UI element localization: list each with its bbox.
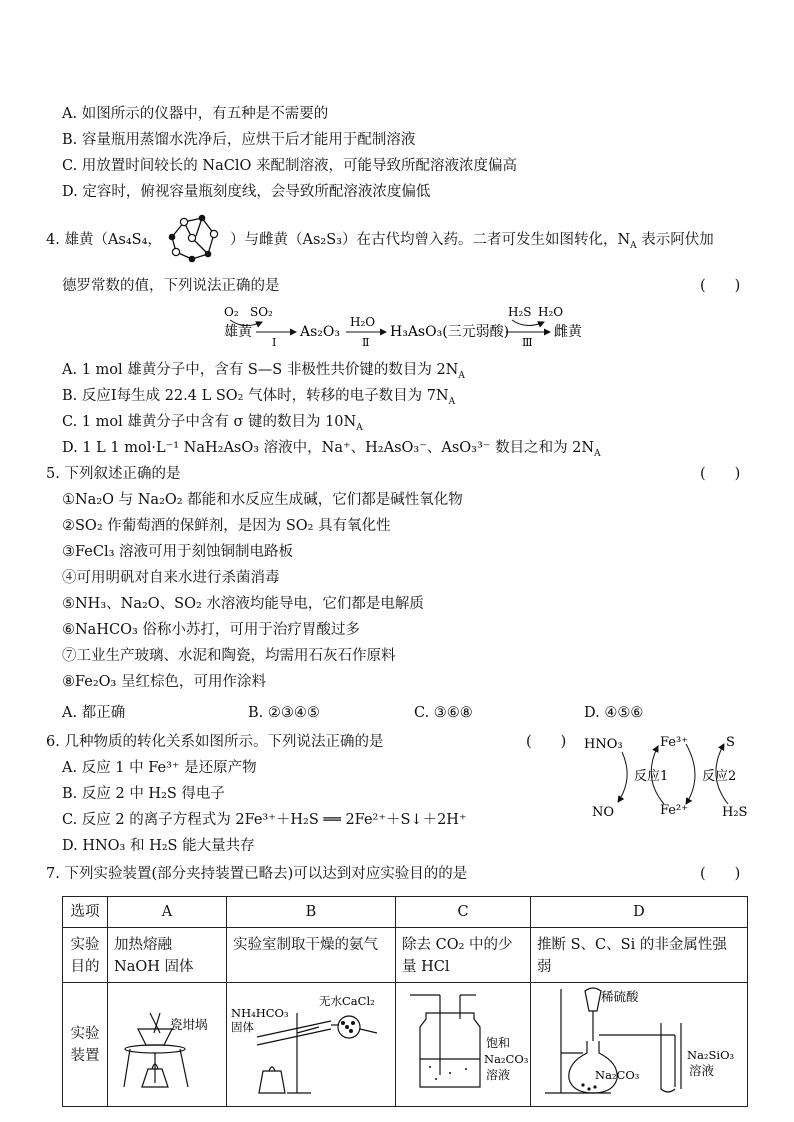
q6-stem: 6. 几种物质的转化关系如图所示。下列说法正确的是 bbox=[46, 734, 384, 750]
q4-stem-part2 bbox=[230, 230, 714, 256]
table-purpose-row bbox=[63, 928, 748, 983]
scheme-r2-label: Ⅱ bbox=[362, 336, 370, 349]
cycle-no: NO bbox=[592, 805, 615, 820]
q5-choice-c: C. ③⑥⑧ bbox=[414, 705, 473, 721]
cycle-h2s: H₂S bbox=[722, 805, 748, 820]
purpose-label: 实验目的 bbox=[63, 928, 108, 983]
q4-stem-tail: 表示阿伏加 bbox=[636, 232, 714, 248]
header-a: A bbox=[108, 897, 227, 928]
q5-item-1: ①Na₂O 与 Na₂O₂ 都能和水反应生成碱，它们都是碱性氧化物 bbox=[62, 492, 463, 508]
cycle-arrow-fe3-fe2 bbox=[686, 744, 695, 804]
device-label: 实验装置 bbox=[63, 983, 108, 1107]
q3-option-d: D. 定容时，俯视容量瓶刻度线，会导致所配溶液浓度偏低 bbox=[62, 184, 431, 200]
table-header-row bbox=[63, 897, 748, 928]
header-d: D bbox=[531, 897, 748, 928]
q4-stem-subscript: A bbox=[630, 240, 637, 251]
realgar-molecule-structure bbox=[162, 210, 224, 266]
purpose-a: 加热熔融 NaOH 固体 bbox=[108, 928, 227, 983]
q6-answer-paren: ( ) bbox=[526, 734, 567, 750]
cycle-fe2: Fe²⁺ bbox=[660, 803, 689, 818]
header-c: C bbox=[396, 897, 531, 928]
q5-choice-a: A. 都正确 bbox=[62, 705, 126, 721]
label-solid: 固体 bbox=[231, 1020, 254, 1034]
scheme-end: 雌黄 bbox=[554, 324, 582, 340]
scheme-r1-label: Ⅰ bbox=[272, 336, 277, 349]
q4-option-d: D. 1 L 1 mol·L⁻¹ NaH₂AsO₃ 溶液中，Na⁺、H₂AsO₃⁻、AsO₃³⁻ 数目之和为 $2N_A$ bbox=[62, 440, 601, 459]
cycle-s: S bbox=[726, 735, 735, 750]
q5-item-3: ③FeCl₃ 溶液可用于刻蚀铜制电路板 bbox=[62, 544, 294, 560]
q5-item-8: ⑧Fe₂O₃ 呈红棕色，可用作涂料 bbox=[62, 674, 266, 690]
q3-option-a: A. 如图所示的仪器中，有五种是不需要的 bbox=[62, 106, 329, 122]
cycle-arrow-hno3-no bbox=[618, 752, 627, 802]
q3-option-c: C. 用放置时间较长的 NaClO 来配制溶液，可能导致所配溶液浓度偏高 bbox=[62, 158, 517, 174]
q5-choice-d: D. ④⑤⑥ bbox=[584, 705, 644, 721]
scheme-r3-label: Ⅲ bbox=[522, 336, 533, 349]
ammonia-prep-apparatus bbox=[227, 983, 395, 1099]
q4-reaction-scheme bbox=[220, 300, 600, 350]
label-na2co3: Na₂CO₃ bbox=[484, 1052, 529, 1066]
label-saturated: 饱和 bbox=[486, 1036, 511, 1050]
q3-option-b: B. 容量瓶用蒸馏水洗净后，应烘干后才能用于配制溶液 bbox=[62, 132, 416, 148]
crucible-heating-apparatus bbox=[108, 983, 226, 1099]
label-crucible: 瓷坩埚 bbox=[170, 1017, 208, 1032]
label-nh4hco3: NH₄HCO₃ bbox=[231, 1006, 289, 1020]
q4-option-c: C. 1 mol 雄黄分子中含有 σ 键的数目为 $10N_A$ bbox=[62, 414, 363, 433]
q6-option-b: B. 反应 2 中 H₂S 得电子 bbox=[62, 786, 225, 802]
label-na2co3-d: Na₂CO₃ bbox=[595, 1068, 640, 1082]
table-device-row bbox=[63, 983, 748, 1107]
q4-option-a: A. 1 mol 雄黄分子中，含有 S—S 非极性共价键的数目为 $2N_A$ bbox=[62, 362, 465, 381]
label-dilute-h2so4: 稀硫酸 bbox=[601, 989, 639, 1004]
q6-option-d: D. HNO₃ 和 H₂S 能大量共存 bbox=[62, 838, 255, 854]
q6-option-a: A. 反应 1 中 Fe³⁺ 是还原产物 bbox=[62, 760, 257, 776]
device-a bbox=[108, 983, 227, 1107]
acid-strength-apparatus bbox=[531, 983, 747, 1099]
q6-conversion-cycle-diagram bbox=[582, 728, 762, 824]
q5-stem: 5. 下列叙述正确的是 bbox=[46, 466, 181, 482]
purpose-d: 推断 S、C、Si 的非金属性强弱 bbox=[531, 928, 748, 983]
q4-answer-paren: ( ) bbox=[700, 278, 741, 294]
q7-experiment-table bbox=[62, 896, 748, 1107]
q5-item-6: ⑥NaHCO₃ 俗称小苏打，可用于治疗胃酸过多 bbox=[62, 622, 360, 638]
q5-item-7: ⑦工业生产玻璃、水泥和陶瓷，均需用石灰石作原料 bbox=[62, 648, 396, 664]
cycle-reaction1: 反应1 bbox=[634, 769, 669, 784]
q7-answer-paren: ( ) bbox=[700, 866, 741, 882]
scheme-r2-top: H₂O bbox=[350, 315, 376, 329]
scheme-r1-in: O₂ bbox=[224, 305, 239, 319]
q4-stem-text: ）与雌黄（As₂S₃）在古代均曾入药。二者可发生如图转化，N bbox=[230, 232, 631, 248]
purpose-c: 除去 CO₂ 中的少量 HCl bbox=[396, 928, 531, 983]
q5-item-2: ②SO₂ 作葡萄酒的保鲜剂，是因为 SO₂ 具有氧化性 bbox=[62, 518, 391, 534]
label-solution: 溶液 bbox=[486, 1068, 511, 1082]
scheme-mid1: As₂O₃ bbox=[300, 324, 340, 340]
q7-stem: 7. 下列实验装置(部分夹持装置已略去)可以达到对应实验目的的是 bbox=[46, 866, 468, 882]
purpose-b: 实验室制取干燥的氨气 bbox=[227, 928, 396, 983]
q5-item-4: ④可用明矾对自来水进行杀菌消毒 bbox=[62, 570, 280, 586]
label-solution-d: 溶液 bbox=[689, 1063, 715, 1078]
scheme-r3-curve bbox=[512, 320, 544, 326]
cycle-hno3: HNO₃ bbox=[584, 737, 623, 752]
header-option: 选项 bbox=[63, 897, 108, 928]
device-d bbox=[531, 983, 748, 1107]
scheme-start: 雄黄 bbox=[224, 324, 252, 340]
cycle-reaction2: 反应2 bbox=[702, 769, 737, 784]
scheme-mid2: H₃AsO₃(三元弱酸) bbox=[390, 324, 510, 340]
q5-item-5: ⑤NH₃、Na₂O、SO₂ 水溶液均能导电，它们都是电解质 bbox=[62, 596, 424, 612]
q4-stem-line2: 德罗常数的值，下列说法正确的是 bbox=[62, 278, 280, 294]
label-cacl2: 无水CaCl₂ bbox=[319, 994, 375, 1008]
q5-choice-b: B. ②③④⑤ bbox=[248, 705, 320, 721]
header-b: B bbox=[227, 897, 396, 928]
cycle-fe3: Fe³⁺ bbox=[660, 735, 689, 750]
q4-option-b: B. 反应Ⅰ每生成 22.4 L SO₂ 气体时，转移的电子数目为 $7N_A$ bbox=[62, 388, 456, 407]
device-c bbox=[396, 983, 531, 1107]
scheme-r3-out: H₂O bbox=[538, 305, 564, 319]
q4-stem-part1: 4. 雄黄（As₄S₄， bbox=[46, 232, 162, 248]
gas-washing-bottle bbox=[396, 983, 530, 1099]
q5-answer-paren: ( ) bbox=[700, 466, 741, 482]
label-na2sio3: Na₂SiO₃ bbox=[687, 1048, 735, 1062]
q6-option-c: C. 反应 2 的离子方程式为 2Fe³⁺＋H₂S ══ 2Fe²⁺＋S↓＋2H⁺ bbox=[62, 812, 467, 828]
scheme-r3-in: H₂S bbox=[508, 305, 532, 319]
device-b bbox=[227, 983, 396, 1107]
scheme-r1-out: SO₂ bbox=[250, 305, 273, 319]
